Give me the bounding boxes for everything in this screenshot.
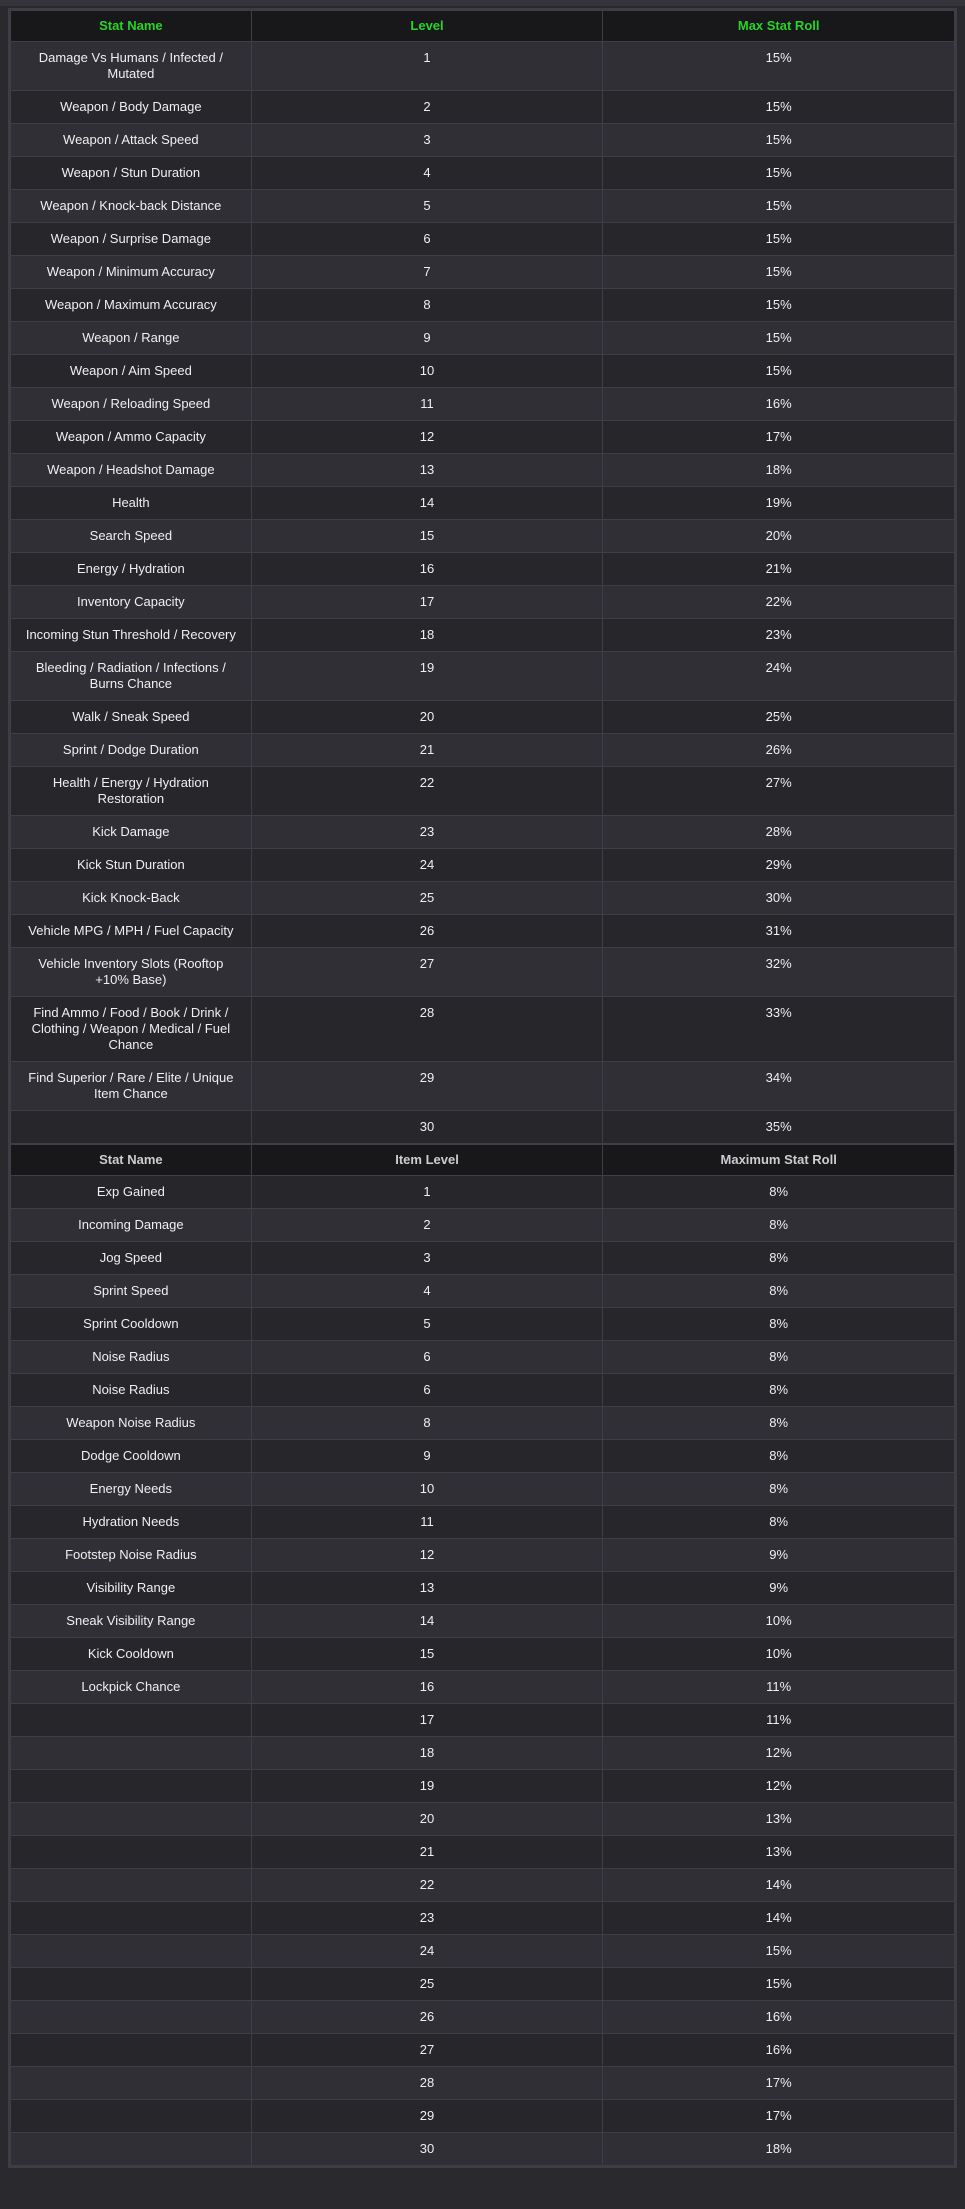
max-roll-cell: 13% (603, 1803, 955, 1836)
table-row (11, 223, 955, 256)
stat-name-cell (11, 1935, 252, 1968)
table-row (11, 355, 955, 388)
header-row (11, 1145, 955, 1176)
table-row (11, 157, 955, 190)
max-roll-cell: 16% (603, 388, 955, 421)
stat-name-cell: Vehicle MPG / MPH / Fuel Capacity (11, 915, 252, 948)
level-cell: 14 (251, 1605, 603, 1638)
stat-name-cell: Sprint Speed (11, 1275, 252, 1308)
level-cell: 25 (251, 1968, 603, 2001)
max-roll-cell: 13% (603, 1836, 955, 1869)
max-roll-cell: 8% (603, 1242, 955, 1275)
table-row (11, 767, 955, 816)
stat-name-cell: Weapon / Range (11, 322, 252, 355)
stat-name-cell: Damage Vs Humans / Infected / Mutated (11, 42, 252, 91)
level-cell: 5 (251, 190, 603, 223)
header-row (11, 11, 955, 42)
column-header-max-roll: Maximum Stat Roll (603, 1145, 955, 1176)
table-row (11, 1671, 955, 1704)
max-roll-cell: 11% (603, 1704, 955, 1737)
table-row (11, 1605, 955, 1638)
stat-name-cell: Lockpick Chance (11, 1671, 252, 1704)
level-cell: 19 (251, 1770, 603, 1803)
max-roll-cell: 19% (603, 487, 955, 520)
table-row (11, 652, 955, 701)
column-header-stat-name: Stat Name (11, 11, 252, 42)
stat-name-cell: Kick Knock-Back (11, 882, 252, 915)
table-row (11, 1407, 955, 1440)
max-roll-cell: 18% (603, 454, 955, 487)
stat-table-1 (10, 10, 955, 1144)
table-row (11, 1935, 955, 1968)
stat-name-cell: Noise Radius (11, 1341, 252, 1374)
level-cell: 13 (251, 454, 603, 487)
level-cell: 18 (251, 619, 603, 652)
stat-name-cell: Bleeding / Radiation / Infections / Burns Chance (11, 652, 252, 701)
table-row (11, 421, 955, 454)
level-cell: 27 (251, 2034, 603, 2067)
table-row (11, 1803, 955, 1836)
level-cell: 9 (251, 322, 603, 355)
table-row (11, 124, 955, 157)
max-roll-cell: 9% (603, 1572, 955, 1605)
max-roll-cell: 9% (603, 1539, 955, 1572)
table-row (11, 454, 955, 487)
stat-name-cell: Find Superior / Rare / Elite / Unique Item Chance (11, 1062, 252, 1111)
table-row (11, 997, 955, 1062)
level-cell: 10 (251, 1473, 603, 1506)
stat-name-cell: Hydration Needs (11, 1506, 252, 1539)
stat-name-cell: Weapon / Minimum Accuracy (11, 256, 252, 289)
level-cell: 22 (251, 767, 603, 816)
table-row (11, 1869, 955, 1902)
column-header-level: Level (251, 11, 603, 42)
stat-name-cell: Weapon / Knock-back Distance (11, 190, 252, 223)
max-roll-cell: 15% (603, 289, 955, 322)
stat-name-cell: Sprint / Dodge Duration (11, 734, 252, 767)
table-row (11, 915, 955, 948)
stat-name-cell (11, 1836, 252, 1869)
level-cell: 18 (251, 1737, 603, 1770)
table-row (11, 1275, 955, 1308)
stat-name-cell: Weapon / Maximum Accuracy (11, 289, 252, 322)
max-roll-cell: 20% (603, 520, 955, 553)
max-roll-cell: 8% (603, 1176, 955, 1209)
stat-name-cell: Vehicle Inventory Slots (Rooftop +10% Base) (11, 948, 252, 997)
table-row (11, 1176, 955, 1209)
level-cell: 4 (251, 1275, 603, 1308)
table-row (11, 289, 955, 322)
table-row (11, 849, 955, 882)
level-cell: 3 (251, 124, 603, 157)
max-roll-cell: 25% (603, 701, 955, 734)
max-roll-cell: 16% (603, 2034, 955, 2067)
max-roll-cell: 15% (603, 256, 955, 289)
level-cell: 6 (251, 1374, 603, 1407)
table-row (11, 520, 955, 553)
stat-name-cell: Energy Needs (11, 1473, 252, 1506)
max-roll-cell: 12% (603, 1737, 955, 1770)
max-roll-cell: 17% (603, 421, 955, 454)
stat-table-2 (10, 1144, 955, 2166)
stat-name-cell: Jog Speed (11, 1242, 252, 1275)
table-row (11, 256, 955, 289)
stat-name-cell: Inventory Capacity (11, 586, 252, 619)
max-roll-cell: 16% (603, 2001, 955, 2034)
max-roll-cell: 11% (603, 1671, 955, 1704)
table-row (11, 553, 955, 586)
table-row (11, 701, 955, 734)
max-roll-cell: 18% (603, 2133, 955, 2166)
level-cell: 6 (251, 1341, 603, 1374)
table-row (11, 1242, 955, 1275)
table-row (11, 1902, 955, 1935)
stat-name-cell (11, 2067, 252, 2100)
max-roll-cell: 8% (603, 1341, 955, 1374)
level-cell: 30 (251, 2133, 603, 2166)
stat-name-cell: Kick Cooldown (11, 1638, 252, 1671)
level-cell: 15 (251, 1638, 603, 1671)
stat-name-cell: Incoming Stun Threshold / Recovery (11, 619, 252, 652)
table-row (11, 1341, 955, 1374)
max-roll-cell: 15% (603, 223, 955, 256)
level-cell: 27 (251, 948, 603, 997)
stat-name-cell (11, 2133, 252, 2166)
level-cell: 8 (251, 1407, 603, 1440)
table-row (11, 882, 955, 915)
level-cell: 28 (251, 997, 603, 1062)
max-roll-cell: 8% (603, 1473, 955, 1506)
max-roll-cell: 8% (603, 1407, 955, 1440)
level-cell: 25 (251, 882, 603, 915)
max-roll-cell: 8% (603, 1374, 955, 1407)
level-cell: 2 (251, 91, 603, 124)
table-row (11, 734, 955, 767)
max-roll-cell: 15% (603, 1968, 955, 2001)
stat-name-cell (11, 2034, 252, 2067)
level-cell: 9 (251, 1440, 603, 1473)
max-roll-cell: 8% (603, 1506, 955, 1539)
level-cell: 20 (251, 701, 603, 734)
table-row (11, 948, 955, 997)
stat-name-cell (11, 1869, 252, 1902)
level-cell: 16 (251, 1671, 603, 1704)
stat-name-cell: Weapon / Stun Duration (11, 157, 252, 190)
table-row (11, 1440, 955, 1473)
table-row (11, 2100, 955, 2133)
level-cell: 26 (251, 2001, 603, 2034)
stat-name-cell: Visibility Range (11, 1572, 252, 1605)
level-cell: 14 (251, 487, 603, 520)
table-row (11, 1638, 955, 1671)
table-row (11, 1111, 955, 1144)
level-cell: 28 (251, 2067, 603, 2100)
stat-name-cell (11, 2001, 252, 2034)
stat-name-cell: Weapon / Headshot Damage (11, 454, 252, 487)
table-row (11, 487, 955, 520)
stat-name-cell: Energy / Hydration (11, 553, 252, 586)
max-roll-cell: 28% (603, 816, 955, 849)
max-roll-cell: 34% (603, 1062, 955, 1111)
level-cell: 23 (251, 1902, 603, 1935)
stat-name-cell: Weapon / Aim Speed (11, 355, 252, 388)
table-row (11, 1968, 955, 2001)
stat-name-cell: Health / Energy / Hydration Restoration (11, 767, 252, 816)
max-roll-cell: 22% (603, 586, 955, 619)
max-roll-cell: 8% (603, 1440, 955, 1473)
level-cell: 29 (251, 2100, 603, 2133)
max-roll-cell: 15% (603, 190, 955, 223)
level-cell: 6 (251, 223, 603, 256)
max-roll-cell: 8% (603, 1308, 955, 1341)
column-header-stat-name: Stat Name (11, 1145, 252, 1176)
level-cell: 5 (251, 1308, 603, 1341)
table-row (11, 1572, 955, 1605)
stat-name-cell: Dodge Cooldown (11, 1440, 252, 1473)
column-header-level: Item Level (251, 1145, 603, 1176)
table-row (11, 42, 955, 91)
max-roll-cell: 21% (603, 553, 955, 586)
stat-name-cell: Weapon / Surprise Damage (11, 223, 252, 256)
max-roll-cell: 15% (603, 1935, 955, 1968)
table-row (11, 2034, 955, 2067)
table-row (11, 1374, 955, 1407)
level-cell: 24 (251, 849, 603, 882)
level-cell: 26 (251, 915, 603, 948)
stat-name-cell (11, 1803, 252, 1836)
stat-name-cell: Incoming Damage (11, 1209, 252, 1242)
table-row (11, 1704, 955, 1737)
max-roll-cell: 15% (603, 42, 955, 91)
page-top-strip (0, 0, 965, 6)
level-cell: 29 (251, 1062, 603, 1111)
level-cell: 20 (251, 1803, 603, 1836)
level-cell: 12 (251, 421, 603, 454)
stat-name-cell: Search Speed (11, 520, 252, 553)
max-roll-cell: 27% (603, 767, 955, 816)
stat-name-cell (11, 2100, 252, 2133)
level-cell: 10 (251, 355, 603, 388)
table-row (11, 1209, 955, 1242)
table-row (11, 1506, 955, 1539)
max-roll-cell: 12% (603, 1770, 955, 1803)
stat-name-cell: Exp Gained (11, 1176, 252, 1209)
table-row (11, 1770, 955, 1803)
max-roll-cell: 31% (603, 915, 955, 948)
stat-name-cell: Health (11, 487, 252, 520)
max-roll-cell: 10% (603, 1605, 955, 1638)
max-roll-cell: 15% (603, 157, 955, 190)
stat-roll-tables (8, 8, 957, 2168)
max-roll-cell: 15% (603, 124, 955, 157)
level-cell: 21 (251, 1836, 603, 1869)
table-row (11, 1062, 955, 1111)
level-cell: 17 (251, 586, 603, 619)
level-cell: 19 (251, 652, 603, 701)
level-cell: 22 (251, 1869, 603, 1902)
stat-name-cell: Sprint Cooldown (11, 1308, 252, 1341)
max-roll-cell: 8% (603, 1209, 955, 1242)
level-cell: 15 (251, 520, 603, 553)
table-row (11, 1473, 955, 1506)
max-roll-cell: 23% (603, 619, 955, 652)
table-row (11, 1836, 955, 1869)
level-cell: 11 (251, 1506, 603, 1539)
level-cell: 2 (251, 1209, 603, 1242)
table-row (11, 2133, 955, 2166)
level-cell: 1 (251, 42, 603, 91)
level-cell: 16 (251, 553, 603, 586)
stat-name-cell: Find Ammo / Food / Book / Drink / Clothing / Weapon / Medical / Fuel Chance (11, 997, 252, 1062)
stat-name-cell (11, 1902, 252, 1935)
level-cell: 4 (251, 157, 603, 190)
level-cell: 7 (251, 256, 603, 289)
max-roll-cell: 14% (603, 1902, 955, 1935)
level-cell: 8 (251, 289, 603, 322)
level-cell: 1 (251, 1176, 603, 1209)
table-row (11, 619, 955, 652)
level-cell: 13 (251, 1572, 603, 1605)
table-row (11, 816, 955, 849)
level-cell: 11 (251, 388, 603, 421)
level-cell: 30 (251, 1111, 603, 1144)
stat-name-cell (11, 1968, 252, 2001)
stat-name-cell (11, 1770, 252, 1803)
level-cell: 23 (251, 816, 603, 849)
stat-name-cell: Walk / Sneak Speed (11, 701, 252, 734)
stat-name-cell (11, 1737, 252, 1770)
column-header-max-roll: Max Stat Roll (603, 11, 955, 42)
stat-name-cell (11, 1704, 252, 1737)
stat-name-cell: Weapon / Body Damage (11, 91, 252, 124)
stat-name-cell: Weapon / Reloading Speed (11, 388, 252, 421)
max-roll-cell: 15% (603, 322, 955, 355)
max-roll-cell: 14% (603, 1869, 955, 1902)
max-roll-cell: 15% (603, 91, 955, 124)
table-row (11, 190, 955, 223)
table-row (11, 91, 955, 124)
stat-name-cell: Noise Radius (11, 1374, 252, 1407)
table-row (11, 2001, 955, 2034)
max-roll-cell: 35% (603, 1111, 955, 1144)
level-cell: 12 (251, 1539, 603, 1572)
stat-name-cell: Weapon Noise Radius (11, 1407, 252, 1440)
max-roll-cell: 24% (603, 652, 955, 701)
table-row (11, 2067, 955, 2100)
stat-name-cell: Weapon / Attack Speed (11, 124, 252, 157)
max-roll-cell: 15% (603, 355, 955, 388)
max-roll-cell: 30% (603, 882, 955, 915)
max-roll-cell: 10% (603, 1638, 955, 1671)
stat-name-cell (11, 1111, 252, 1144)
table-row (11, 586, 955, 619)
table-row (11, 322, 955, 355)
max-roll-cell: 29% (603, 849, 955, 882)
max-roll-cell: 17% (603, 2067, 955, 2100)
stat-name-cell: Weapon / Ammo Capacity (11, 421, 252, 454)
level-cell: 21 (251, 734, 603, 767)
stat-name-cell: Kick Damage (11, 816, 252, 849)
stat-name-cell: Sneak Visibility Range (11, 1605, 252, 1638)
max-roll-cell: 33% (603, 997, 955, 1062)
max-roll-cell: 26% (603, 734, 955, 767)
level-cell: 3 (251, 1242, 603, 1275)
table-row (11, 1539, 955, 1572)
max-roll-cell: 17% (603, 2100, 955, 2133)
level-cell: 24 (251, 1935, 603, 1968)
level-cell: 17 (251, 1704, 603, 1737)
max-roll-cell: 8% (603, 1275, 955, 1308)
table-row (11, 388, 955, 421)
table-row (11, 1308, 955, 1341)
stat-name-cell: Footstep Noise Radius (11, 1539, 252, 1572)
table-row (11, 1737, 955, 1770)
max-roll-cell: 32% (603, 948, 955, 997)
stat-name-cell: Kick Stun Duration (11, 849, 252, 882)
